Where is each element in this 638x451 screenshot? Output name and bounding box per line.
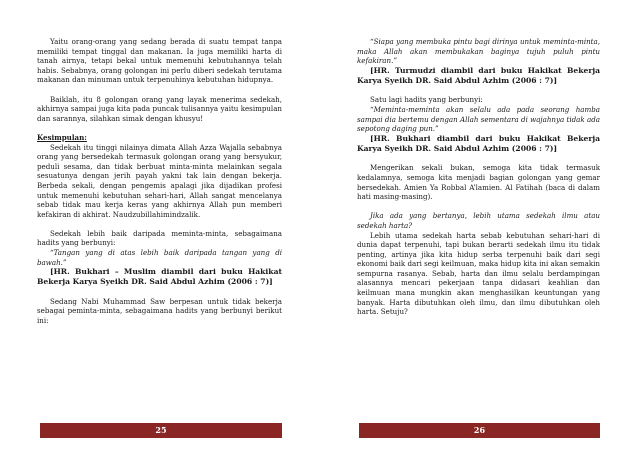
page-number-bar (359, 423, 600, 438)
left-page-body (37, 37, 282, 326)
question-ilmu-atau-harta: Jika ada yang bertanya, lebih utama sedekah ilmu atau sedekah harta? (357, 211, 600, 230)
paragraph-golongan-summary: Baiklah, itu 8 golongan orang yang layak menerima sedekah, akhirnya sampai juga kita pada puncak tulisannya yaitu kesimpulan dan sarannya, silahkan simak dengan khusyu! (37, 94, 282, 123)
paragraph-lebih-utama: Lebih utama sedekah harta sebab kebutuhan sehari-hari di dunia dapat terpenuhi, tapi bukan berarti sedekah ilmu itu tidak penting, artinya jika kita hidup serba terpenuhi baik dari segi ekonomi baik dari segi keilmuan, maka hidup kita ini akan semakin sempurna rasanya. Sebab, harta dan ilmu selalu berdampingan alasannya mencari pekerjaan tanpa didasari keahlian dan keilmuan mana mungkin akan menghasilkan keuntungan yang banyak. Harta dibutuhkan oleh ilmu, dan ilmu dibutuhkan oleh harta. Setuju? (357, 230, 600, 317)
page-number: 26 (473, 425, 486, 435)
hadith-quote-meminta: “Meminta-meminta akan selalu ada pada seorang hamba sampai dia bertemu dengan Allah sementara di wajahnya tidak ada sepotong daging pun.” (357, 104, 600, 134)
paragraph-kesimpulan: Sedekah itu tinggi nilainya dimata Allah Azza Wajalla sebabnya orang yang bersedekah termasuk golongan orang yang bersyukur, peduli sesama, dan tidak berbuat minta-minta melainkan segala sesuatunya dengan jerih payah yakni tak lain dengan bekerja. Berbeda sekali, dengan pengemis apalagi jika dijadikan profesi untuk memenuhi kebutuhan sehari-hari, Allah sangat mencelanya sebab tidak mau kerja keras yang akhirnya Allah pun memberi kefakiran di akhirat. Naudzubillahimindzalik. (37, 142, 282, 219)
paragraph-mengerikan: Mengerikan sekali bukan, semoga kita tidak termasuk kedalamnya, semoga kita menjadi bagian golongan yang gemar bersedekah. Amien Ya Robbal A’lamien. Al Fatihah (baca di dalam hati masing-masing). (357, 163, 600, 202)
hadith-quote-tangan: “Tangan yang di atas lebih baik daripada tangan yang di bawah.” (37, 248, 282, 267)
paragraph-ibnu-sabil: Yaitu orang-orang yang sedang berada di suatu tempat tanpa memiliki tempat tinggal dan makanan. Ia juga memiliki harta di tanah airnya, tetapi bekal untuk memenuhi kebutuhannya telah habis. Sebabnya, orang golongan ini perlu diberi sedekah terutama makanan dan minuman untuk terpenuhinya kebutuhan hidupnya. (37, 37, 282, 85)
hadith-source-bukhari: [HR. Bukhari diambil dari buku Hakikat Bekerja Karya Syeikh DR. Said Abdul Azhim (2006 : 7)] (357, 133, 600, 153)
page-number: 25 (155, 425, 167, 435)
right-page-body (357, 37, 600, 317)
paragraph-nabi-berpesan: Sedang Nabi Muhammad Saw berpesan untuk tidak bekerja sebagai peminta-minta, sebagaimana hadits yang berbunyi berikut ini: (37, 296, 282, 326)
hadith-quote-pintu: “Siapa yang membuka pintu bagi dirinya untuk meminta-minta, maka Allah akan membukakan baginya tujuh puluh pintu kefakiran.” (357, 37, 600, 66)
paragraph-satu-lagi: Satu lagi hadits yang berbunyi: (370, 95, 483, 105)
page-number-bar (40, 423, 282, 438)
right-page (319, 0, 638, 451)
paragraph-sedekah-lebih-baik: Sedekah lebih baik daripada meminta-minta, sebagaimana hadits yang berbunyi: (37, 228, 282, 248)
hadith-source-bukhari-muslim: [HR. Bukhari – Muslim diambil dari buku Hakikat Bekerja Karya Syeikh DR. Said Abdul Azhim (2006 : 7)] (37, 267, 282, 287)
heading-kesimpulan: Kesimpulan: (37, 132, 87, 142)
hadith-source-turmudzi: [HR. Turmudzi diambil dari buku Hakikat Bekerja Karya Syeikh DR. Said Abdul Azhim (2006 : 7)] (357, 65, 600, 85)
